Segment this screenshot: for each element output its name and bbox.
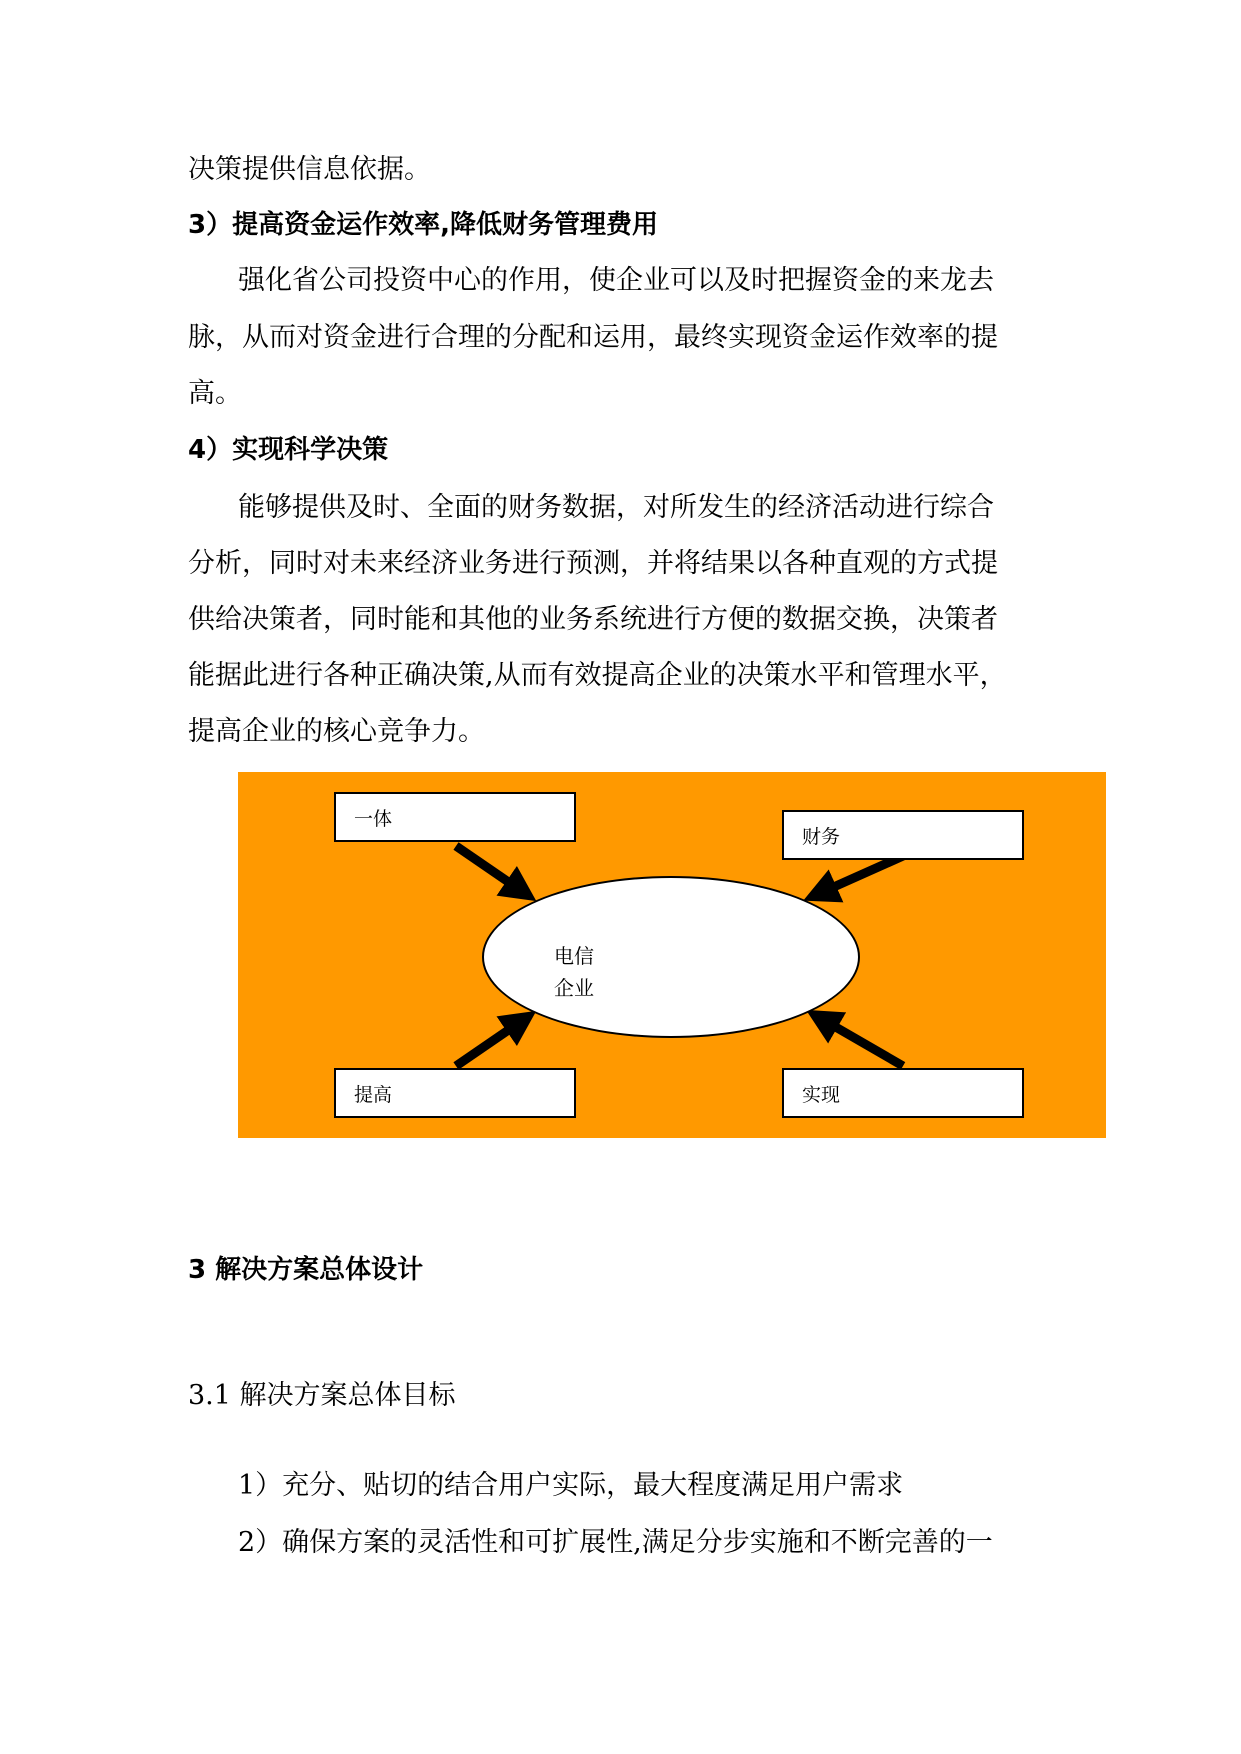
center-label-line1: 电信 xyxy=(554,944,594,968)
arrow-top-right xyxy=(818,856,903,894)
enterprise-diagram xyxy=(238,772,1106,1138)
paragraph-line: 决策提供信息依据。 xyxy=(188,154,431,185)
arrow-bottom-right xyxy=(820,1018,903,1066)
center-label-line2: 企业 xyxy=(554,976,594,1000)
paragraph-line: 强化省公司投资中心的作用，使企业可以及时把握资金的来龙去 xyxy=(238,265,994,296)
paragraph-line: 供给决策者，同时能和其他的业务系统进行方便的数据交换，决策者 xyxy=(188,604,998,635)
paragraph-line: 能据此进行各种正确决策,从而有效提高企业的决策水平和管理水平， xyxy=(188,660,1007,691)
arrow-bottom-left xyxy=(456,1020,523,1066)
box-bottom-left: 提高 xyxy=(334,1068,576,1118)
paragraph-line: 提高企业的核心竞争力。 xyxy=(188,716,485,747)
center-label xyxy=(554,940,594,1004)
arrow-top-left xyxy=(456,846,523,892)
section-heading: 3 解决方案总体设计 xyxy=(188,1255,424,1285)
goal-item-2: 2）确保方案的灵活性和可扩展性,满足分步实施和不断完善的一 xyxy=(238,1527,993,1558)
paragraph-line: 脉，从而对资金进行合理的分配和运用，最终实现资金运作效率的提 xyxy=(188,322,998,353)
subheading-4: 4）实现科学决策 xyxy=(188,435,389,465)
goal-item-1: 1）充分、贴切的结合用户实际，最大程度满足用户需求 xyxy=(238,1470,904,1501)
box-top-left: 一体 xyxy=(334,792,576,842)
section-subheading: 3.1 解决方案总体目标 xyxy=(188,1380,456,1411)
paragraph-line: 高。 xyxy=(188,378,242,409)
box-bottom-right: 实现 xyxy=(782,1068,1024,1118)
paragraph-line: 分析，同时对未来经济业务进行预测，并将结果以各种直观的方式提 xyxy=(188,548,998,579)
subheading-3: 3）提高资金运作效率,降低财务管理费用 xyxy=(188,210,658,240)
box-top-right: 财务 xyxy=(782,810,1024,860)
center-ellipse xyxy=(482,876,860,1038)
paragraph-line: 能够提供及时、全面的财务数据，对所发生的经济活动进行综合 xyxy=(238,492,994,523)
